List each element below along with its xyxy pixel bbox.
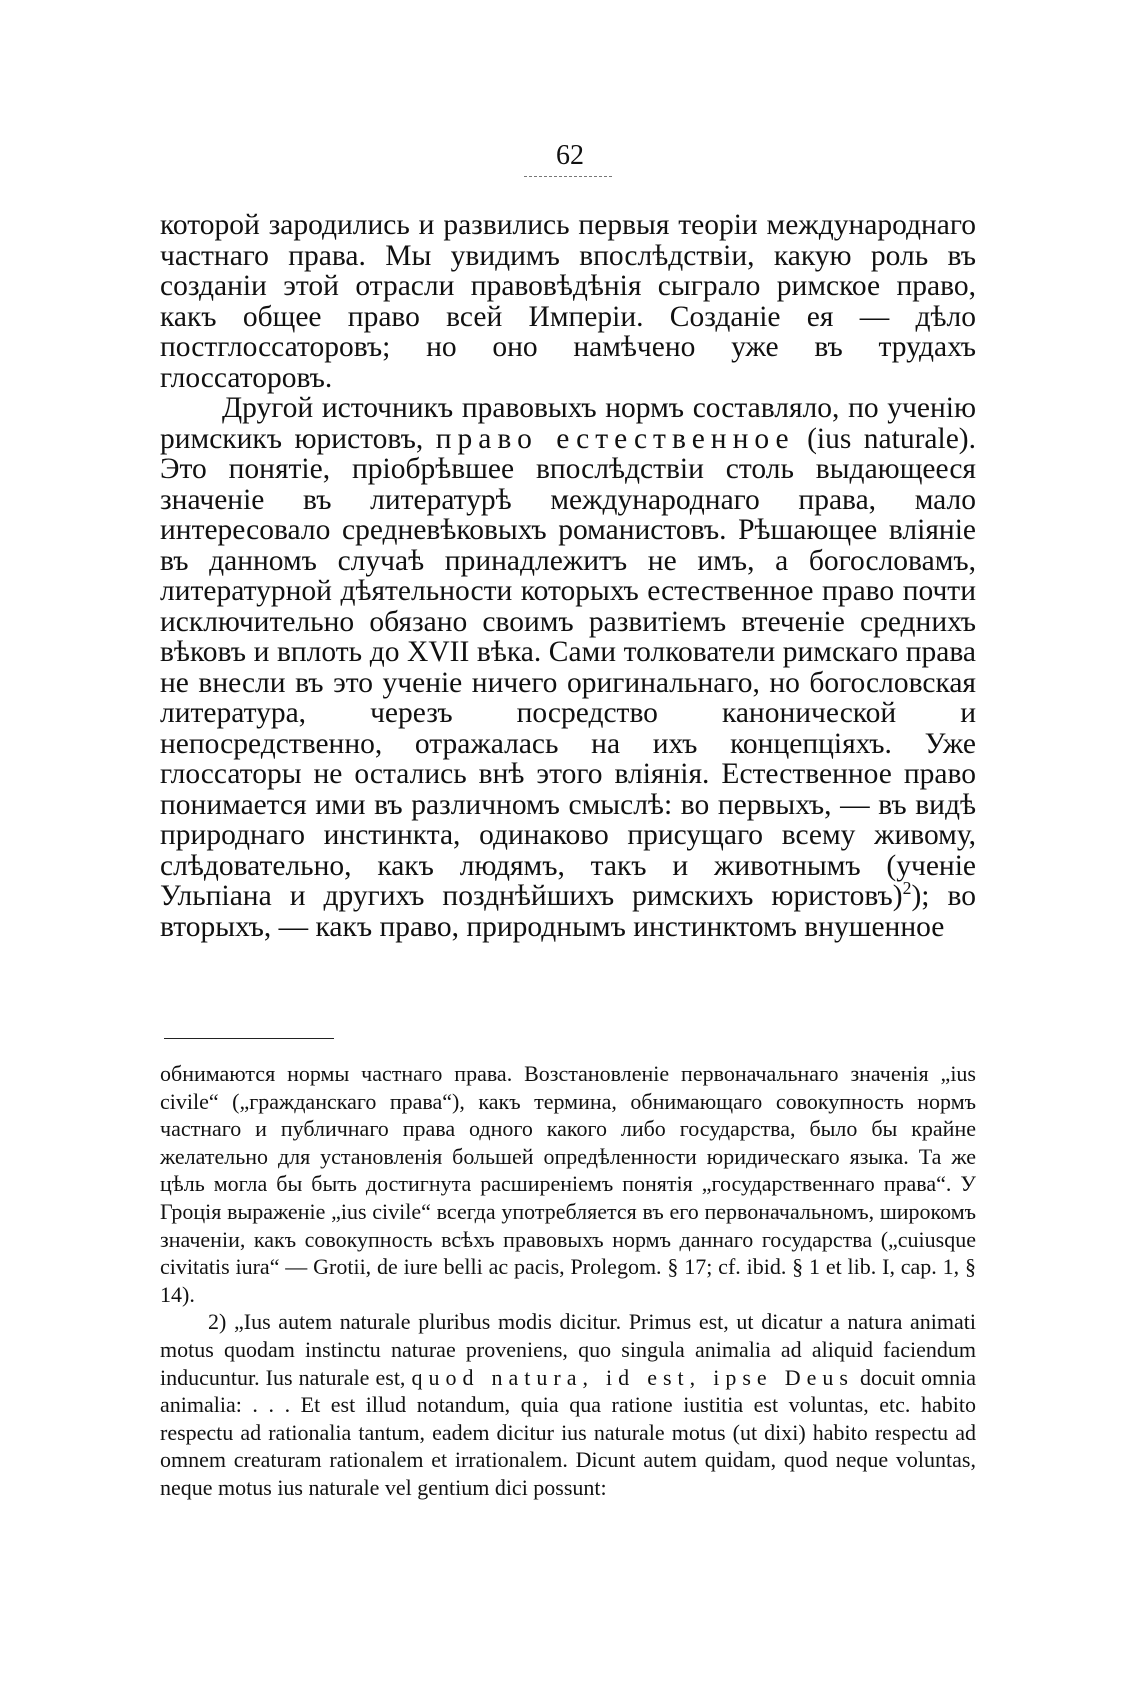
paragraph-2-body: (ius naturale). Это понятіе, пріобрѣвшее впослѣдствіи столь выдающееся значеніе въ литературѣ международнаго права, мало интересовало средневѣковыхъ романистовъ. Рѣшающее вліяніе въ данномъ случаѣ принадлежитъ не имъ, а богословамъ, литературной дѣятельности которыхъ естественное право почти исключительно обязано своимъ развитіемъ втеченіе среднихъ вѣковъ и вплоть до XVII вѣка. Сами толкователи римскаго права не внесли въ это ученіе ничего оригинальнаго, но богословская литература, черезъ посредство канонической и непосредственно, отражалась на ихъ концепціяхъ. Уже глоссаторы не остались внѣ этого вліянія. Естественное право понимается ими въ различномъ смыслѣ: во первыхъ, — въ видѣ природнаго инстинкта, одинаково присущаго всему живому, слѣдовательно, какъ людямъ, такъ и животнымъ (ученіе Ульпіана и другихъ позднѣйшихъ римскихъ юристовъ) xyxy=(160,422,976,912)
footnote-2-spaced: quod natura, id est, ipse Deus xyxy=(411,1364,854,1390)
emphasis-spaced-term: право естественное xyxy=(435,422,795,455)
page-number-rule xyxy=(524,176,612,177)
main-text xyxy=(160,210,976,942)
paragraph-1: которой зародились и развились первыя теоріи международнаго частнаго права. Мы увидимъ впослѣдствіи, какую роль въ созданіи этой отрасли правовѣдѣнія сыграло римское право, какъ общее право всей Имперіи. Созданіе ея — дѣло постглоссаторовъ; но оно намѣчено уже въ трудахъ глоссаторовъ. xyxy=(160,209,976,394)
paragraph-2 xyxy=(160,393,976,942)
footnote-2 xyxy=(160,1308,976,1501)
footnote-2-end: docuit omnia animalia: . . . Et est illud notandum, quia qua ratione iustitia est voluntas, etc. habito respectu ad rationalia tantum, eadem dicitur ius naturale motus (ut dixi) habito respectu ad omnem creaturam rationalem et irrationalem. Dicunt autem quidam, quod neque voluntas, neque motus ius naturale vel gentium dici possunt: xyxy=(160,1364,977,1500)
paragraph-2-end: ); во вторыхъ, — какъ право, природнымъ инстинктомъ внушенное xyxy=(160,880,976,943)
footnote-separator xyxy=(164,1038,334,1039)
paragraph-2-start: Другой источникъ правовыхъ нормъ составляло, по ученію римскикъ юристовъ, xyxy=(160,392,976,455)
footnote-ref: 2 xyxy=(902,878,912,899)
footnote-2-start: 2) „Ius autem naturale pluribus modis dicitur. Primus est, ut dicatur a natura animati motus quodam instinctu naturae proveniens, quo singula animalia ad aliquid faciendum inducuntur. Ius naturale est, xyxy=(160,1309,976,1390)
footnote-1-continuation: обнимаются нормы частнаго права. Возстановленіе первоначальнаго значенія „ius civile“ („гражданскаго права“), какъ термина, обнимающаго совокупность нормъ частнаго и публичнаго права одного какого либо государства, было бы крайне желательно для установленія большей опредѣленности юридическаго языка. Та же цѣль могла бы быть достигнута расширеніемъ понятія „государственнаго права“. У Гроція выраженіе „ius civile“ всегда употребляется въ его первоначальномъ, широкомъ значеніи, какъ совокупность всѣхъ правовыхъ нормъ даннаго государства („cuiusque civitatis iura“ — Grotii, de iure belli ac pacis, Prolegom. § 17; cf. ibid. § 1 et lib. I, cap. 1, § 14). xyxy=(160,1061,976,1307)
footnotes xyxy=(160,1060,976,1502)
page-number: 62 xyxy=(556,140,584,171)
